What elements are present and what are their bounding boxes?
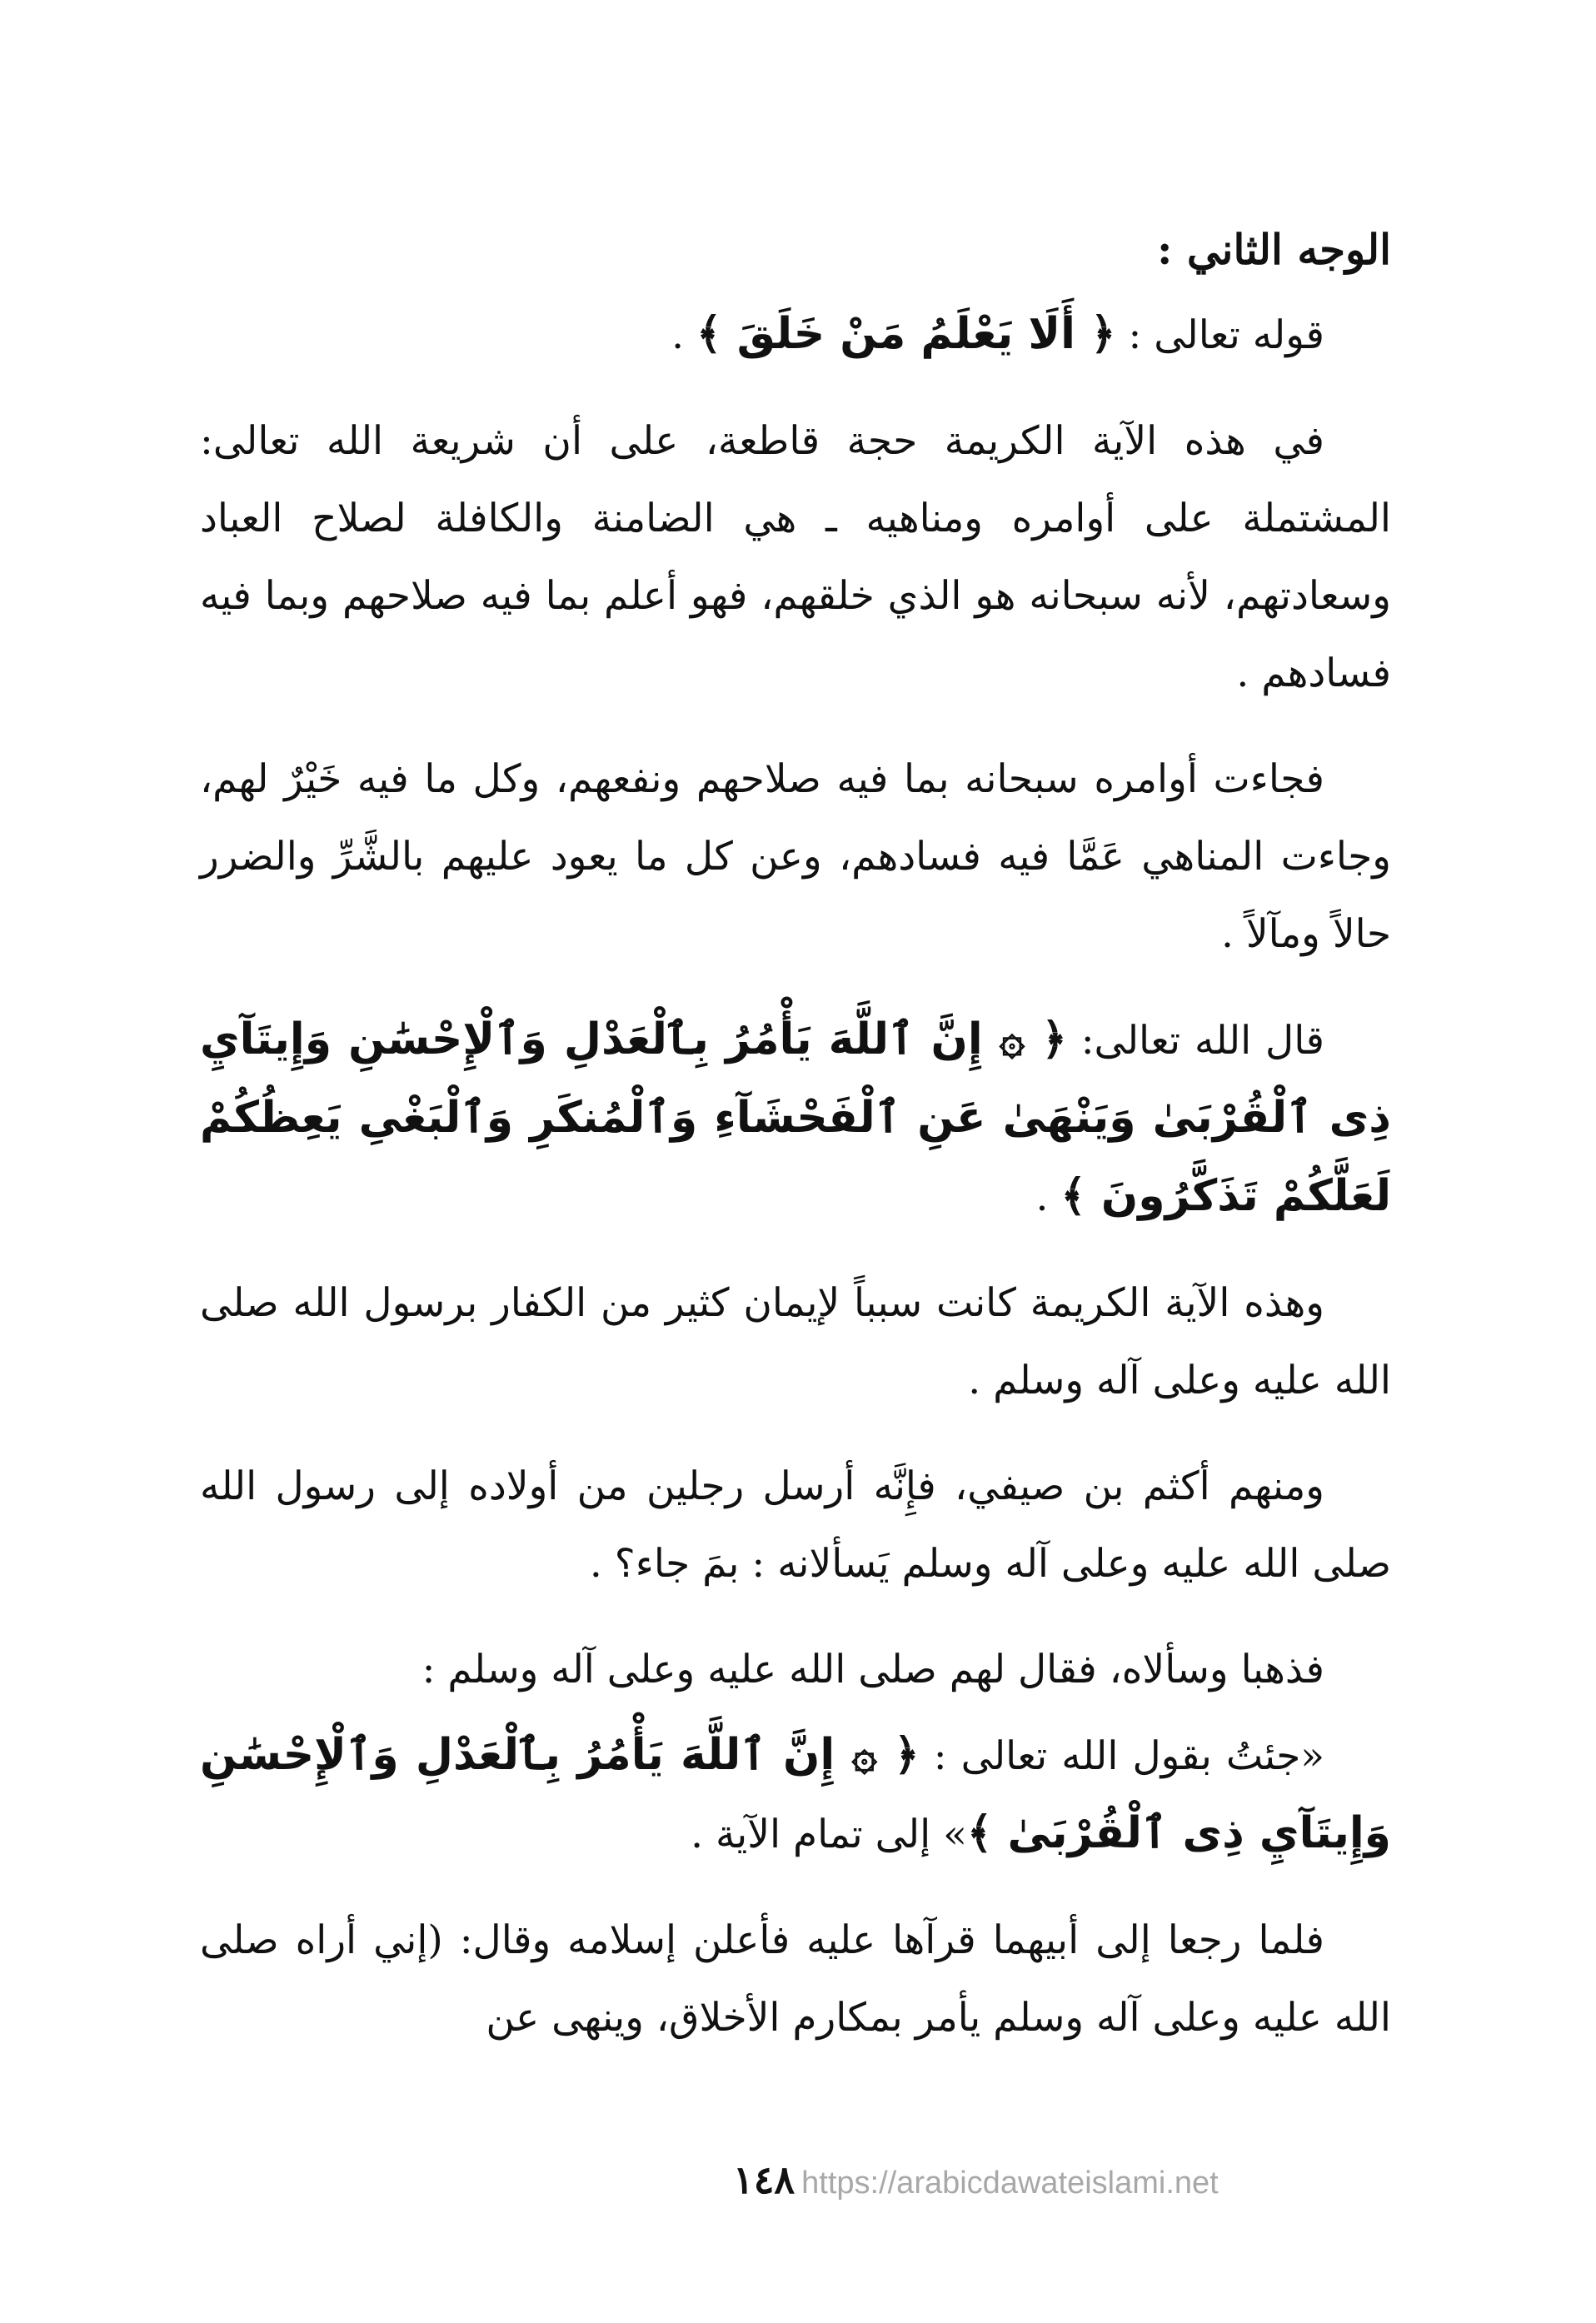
verse-1-intro: قوله تعالى :: [1115, 312, 1324, 358]
verse-3-end: » إلى تمام الآية .: [691, 1812, 967, 1857]
paragraph-2: في هذه الآية الكريمة حجة قاطعة، على أن شريعة الله تعالى: المشتملة على أوامره ومناهيه ـ هي الضامنة والكافلة لصلاح العباد وسعادتهم، لأنه سبحانه هو الذي خلقهم، فهو أعلم بما فيه صلاحهم وبما فيه فسادهم .: [200, 418, 1391, 696]
verse-2-end: .: [1035, 1174, 1061, 1220]
paragraph-verse-2: [200, 1001, 1391, 1236]
verse-1-end: .: [671, 312, 697, 358]
page-number: ١٤٨: [733, 2157, 796, 2202]
section-heading: الوجه الثاني :: [1157, 225, 1391, 274]
quran-verse-1: ﴿ أَلَا يَعْلَمُ مَنْ خَلَقَ ﴾: [696, 309, 1116, 359]
paragraph-verse-1: [200, 296, 1391, 374]
quran-verse-3: ﴿ ۞ إِنَّ ٱللَّهَ يَأْمُرُ بِٱلْعَدْلِ وَٱلْإِحْسَٰنِ وَإِيتَآيِ ذِى ٱلْقُرْبَىٰ ﴾: [200, 1730, 1391, 1858]
quran-verse-2: ﴿ ۞ إِنَّ ٱللَّهَ يَأْمُرُ بِٱلْعَدْلِ وَٱلْإِحْسَٰنِ وَإِيتَآيِ ذِى ٱلْقُرْبَىٰ وَيَنْهَىٰ عَنِ ٱلْفَحْشَآءِ وَٱلْمُنكَرِ وَٱلْبَغْىِ يَعِظُكُمْ لَعَلَّكُمْ تَذَكَّرُونَ ﴾: [200, 1014, 1391, 1221]
paragraph-verse-3: [200, 1717, 1391, 1873]
paragraph-7: فذهبا وسألاه، فقال لهم صلى الله عليه وعلى آله وسلم :: [421, 1647, 1324, 1692]
page-body: [200, 212, 1391, 2085]
paragraph-6: ومنهم أكثم بن صيفي، فإِنَّه أرسل رجلين من أولاده إلى رسول الله صلى الله عليه وعلى آله وسلم يَسألانه : بمَ جاء؟ .: [200, 1463, 1391, 1587]
verse-2-intro: قال الله تعالى:: [1066, 1018, 1324, 1064]
paragraph-5: وهذه الآية الكريمة كانت سبباً لإيمان كثير من الكفار برسول الله صلى الله عليه وعلى آله وسلم .: [200, 1280, 1391, 1403]
verse-3-intro: «جئتُ بقول الله تعالى :: [919, 1733, 1324, 1779]
watermark-url: https://arabicdawateislami.net: [801, 2166, 1219, 2201]
page-footer: [733, 2157, 1219, 2202]
paragraph-9: فلما رجعا إلى أبيهما قرآها عليه فأعلن إسلامه وقال: (إني أراه صلى الله عليه وعلى آله وسلم يأمر بمكارم الأخلاق، وينهى عن: [200, 1917, 1391, 2041]
paragraph-3: فجاءت أوامره سبحانه بما فيه صلاحهم ونفعهم، وكل ما فيه خَيْرٌ لهم، وجاءت المناهي عَمَّا فيه فسادهم، وعن كل ما يعود عليهم بالشَّرِّ والضرر حالاً ومآلاً .: [200, 756, 1391, 957]
